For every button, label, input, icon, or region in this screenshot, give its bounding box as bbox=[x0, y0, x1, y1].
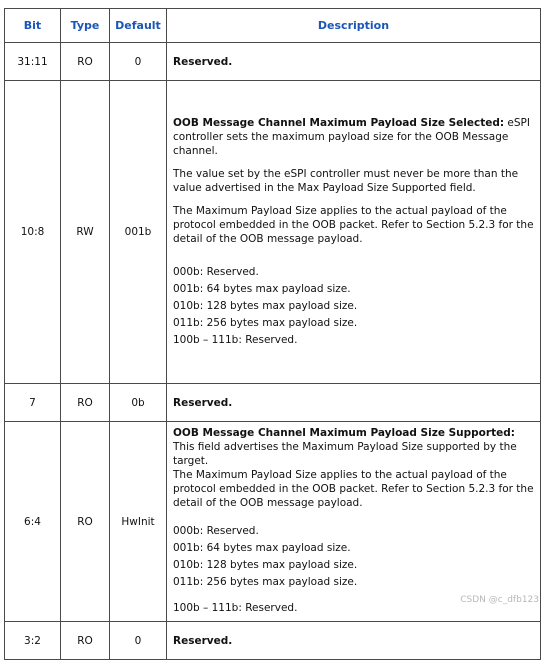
field-summary: eSPI controller sets the maximum payload size for the OOB Message channel. bbox=[173, 116, 530, 157]
encoding-line: 000b: Reserved. bbox=[173, 525, 259, 537]
field-title-line bbox=[173, 116, 534, 158]
encoding-line: 011b: 256 bytes max payload size. bbox=[173, 316, 358, 329]
type-cell: RO bbox=[61, 622, 110, 660]
table-row bbox=[5, 81, 541, 384]
bit-cell: 7 bbox=[5, 384, 61, 422]
field-title: Reserved. bbox=[173, 634, 233, 647]
bit-cell: 3:2 bbox=[5, 622, 61, 660]
type-cell: RW bbox=[61, 81, 110, 384]
default-cell: HwInit bbox=[110, 422, 167, 622]
header-bit: Bit bbox=[5, 9, 61, 43]
encoding-line: 010b: 128 bytes max payload size. bbox=[173, 559, 358, 571]
watermark: CSDN @c_dfb123 bbox=[460, 595, 539, 605]
table-row bbox=[5, 422, 541, 622]
bit-cell: 31:11 bbox=[5, 43, 61, 81]
type-cell: RO bbox=[61, 43, 110, 81]
description-paragraph: The Maximum Payload Size applies to the actual payload of the protocol embedded in the OOB packet. Refer to Section 5.2.3 for the detail of the OOB message payload. bbox=[173, 204, 534, 245]
header-type: Type bbox=[61, 9, 110, 43]
table-row bbox=[5, 622, 541, 660]
field-title: OOB Message Channel Maximum Payload Size Supported: bbox=[173, 427, 515, 439]
bit-cell: 6:4 bbox=[5, 422, 61, 622]
description-paragraph: The value set by the eSPI controller must never be more than the value advertised in the Max Payload Size Supported field. bbox=[173, 167, 519, 194]
encoding-line: 000b: Reserved. bbox=[173, 265, 259, 278]
description-cell bbox=[167, 622, 541, 660]
header-default: Default bbox=[110, 9, 167, 43]
encoding-line: 011b: 256 bytes max payload size. bbox=[173, 576, 358, 588]
bit-cell: 10:8 bbox=[5, 81, 61, 384]
default-cell: 0b bbox=[110, 384, 167, 422]
encoding-line: 001b: 64 bytes max payload size. bbox=[173, 282, 351, 295]
encoding-line: 010b: 128 bytes max payload size. bbox=[173, 299, 358, 312]
encoding-line: 100b – 111b: Reserved. bbox=[173, 333, 298, 346]
field-title-line bbox=[173, 426, 534, 468]
default-cell: 001b bbox=[110, 81, 167, 384]
type-cell: RO bbox=[61, 384, 110, 422]
table-row bbox=[5, 43, 541, 81]
register-table bbox=[4, 8, 541, 660]
default-cell: 0 bbox=[110, 43, 167, 81]
type-cell: RO bbox=[61, 422, 110, 622]
description-cell bbox=[167, 81, 541, 384]
default-cell: 0 bbox=[110, 622, 167, 660]
field-title: Reserved. bbox=[173, 396, 233, 409]
field-title: OOB Message Channel Maximum Payload Size Selected: bbox=[173, 116, 505, 129]
description-paragraph: The Maximum Payload Size applies to the actual payload of the protocol embedded in the OOB packet. Refer to Section 5.2.3 for the detail of the OOB message payload. bbox=[173, 469, 534, 509]
table-row bbox=[5, 384, 541, 422]
encoding-line: 100b – 111b: Reserved. bbox=[173, 602, 298, 614]
field-summary: This field advertises the Maximum Payload Size supported by the target. bbox=[173, 441, 517, 467]
header-description: Description bbox=[167, 9, 541, 43]
description-cell bbox=[167, 384, 541, 422]
encoding-line: 001b: 64 bytes max payload size. bbox=[173, 542, 351, 554]
header-row bbox=[5, 9, 541, 43]
description-cell bbox=[167, 43, 541, 81]
field-title: Reserved. bbox=[173, 55, 233, 68]
description-cell bbox=[167, 422, 541, 622]
